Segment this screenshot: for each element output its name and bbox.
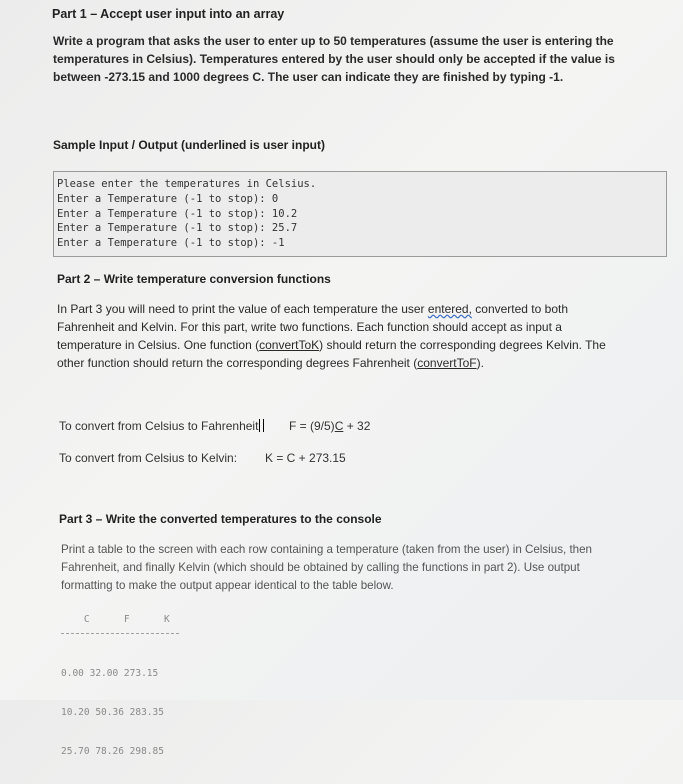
fahrenheit-label	[59, 419, 264, 433]
f-formula-plus: + 32	[343, 419, 371, 433]
console-line-5: Enter a Temperature (-1 to stop): -1	[57, 237, 285, 250]
console-line-1: Please enter the temperatures in Celsius.	[57, 178, 317, 190]
part2-line-3	[57, 336, 667, 354]
part2-heading: Part 2 – Write temperature conversion functions	[57, 272, 331, 286]
output-row-3: 25.70 78.26 298.85	[61, 746, 164, 757]
part2-line3-text-a: temperature in Celsius. One function (	[57, 338, 260, 352]
part1-line-1: Write a program that asks the user to enter up to 50 temperatures (assume the user is entering the	[53, 34, 614, 48]
output-row-1: 0.00 32.00 273.15	[61, 668, 159, 679]
part2-line1-text-a: In Part 3 you will need to print the value of each temperature the user	[57, 302, 428, 316]
console-line-4: Enter a Temperature (-1 to stop): 25.7	[57, 222, 298, 235]
console-line-2: Enter a Temperature (-1 to stop): 0	[57, 192, 279, 205]
part3-line-3: formatting to make the output appear identical to the table below.	[61, 579, 394, 592]
part2-line-2: Fahrenheit and Kelvin. For this part, write two functions. Each function should accept as input a	[57, 320, 562, 334]
output-table-header: C F K	[61, 614, 170, 625]
f-formula-a: F = (9/5)	[289, 419, 335, 433]
part2-line4-text-a: other function should return the corresponding degrees Fahrenheit (	[57, 356, 418, 370]
fahrenheit-formula	[289, 419, 370, 433]
kelvin-formula: K = C + 273.15	[265, 451, 346, 465]
part3-line-2: Fahrenheit, and finally Kelvin (which should be obtained by calling the functions in part 2). Use output	[61, 561, 580, 574]
console-line-3: Enter a Temperature (-1 to stop): 10.2	[57, 207, 298, 220]
part2-paragraph	[57, 300, 667, 372]
part1-heading: Part 1 – Accept user input into an array	[52, 7, 285, 21]
part2-line3-text-c: ) should return the corresponding degrees Kelvin. The	[319, 338, 606, 352]
fahrenheit-label-text: To convert from Celsius to Fahrenheit	[59, 419, 259, 433]
convertToK-name: convertToK	[259, 338, 320, 352]
part3-paragraph	[61, 541, 661, 595]
output-table-rows	[61, 641, 164, 784]
part1-line-2: temperatures in Celsius). Temperatures entered by the user should only be accepted if the value is	[53, 52, 615, 66]
text-cursor-icon	[259, 419, 264, 432]
part1-paragraph	[53, 32, 653, 86]
convertToF-name: convertToF	[417, 356, 477, 370]
part2-line1-text-c: converted to both	[471, 302, 569, 316]
output-table-divider	[61, 633, 179, 634]
part2-line1-entered: entered,	[427, 302, 472, 316]
part3-line-1: Print a table to the screen with each row containing a temperature (taken from the user) in Celsius, then	[61, 543, 593, 556]
part2-line-1	[57, 300, 667, 318]
sample-console	[53, 171, 667, 257]
sample-heading: Sample Input / Output (underlined is user input)	[53, 138, 325, 152]
output-row-2: 10.20 50.36 283.35	[61, 707, 164, 718]
part3-heading: Part 3 – Write the converted temperatures to the console	[59, 512, 382, 526]
part1-line-3: between -273.15 and 1000 degrees C. The user can indicate they are finished by typing -1.	[53, 70, 564, 84]
f-formula-c-var: C	[334, 419, 344, 433]
kelvin-label: To convert from Celsius to Kelvin:	[59, 451, 238, 465]
part2-line4-text-c: ).	[476, 356, 484, 370]
part2-line-4	[57, 354, 667, 372]
